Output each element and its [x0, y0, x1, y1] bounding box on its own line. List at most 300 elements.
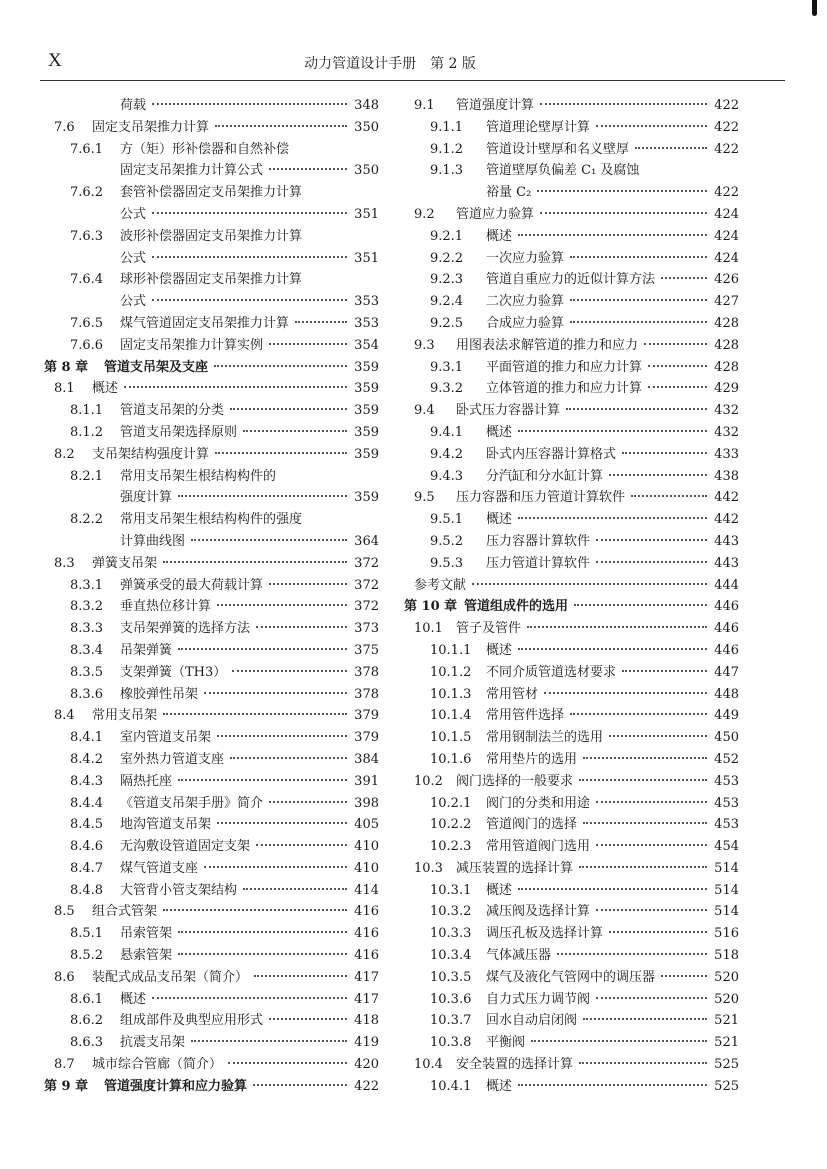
toc-entry[interactable] [404, 792, 739, 814]
section-title: 压力管道计算软件 [486, 555, 591, 571]
toc-entry-continuation[interactable] [44, 159, 379, 181]
toc-right-column [404, 94, 739, 1097]
toc-entry[interactable] [404, 726, 739, 748]
section-number: 10.2 [414, 773, 443, 789]
section-number: 9.2.1 [430, 228, 464, 244]
toc-entry[interactable] [44, 900, 379, 922]
section-title: 室内管道支吊架 [120, 730, 212, 746]
toc-entry[interactable] [44, 116, 379, 138]
section-number: 9.2.5 [430, 315, 464, 331]
section-number: 8.4.7 [70, 860, 104, 876]
section-title: 《管道支吊架手册》简介 [120, 795, 264, 811]
toc-entry[interactable] [404, 1009, 739, 1031]
page-ref: 391 [354, 773, 379, 789]
page-ref: 427 [714, 294, 739, 310]
section-title: 支吊架弹簧的选择方法 [120, 621, 251, 637]
dot-leader [540, 103, 707, 105]
toc-entry[interactable] [44, 508, 379, 530]
section-number: 7.6.1 [70, 141, 104, 157]
section-number: 9.3.1 [430, 359, 464, 375]
dot-leader [635, 147, 707, 149]
section-title: 管道应力验算 [456, 206, 535, 222]
page-ref: 398 [354, 795, 379, 811]
dot-leader [215, 125, 347, 127]
section-number: 9.5.2 [430, 533, 464, 549]
toc-entry[interactable] [44, 988, 379, 1010]
section-number: 9.4 [414, 403, 435, 419]
section-number: 8.3.1 [70, 577, 104, 593]
dot-leader [596, 561, 707, 563]
page-ref: 359 [354, 403, 379, 419]
toc-entry[interactable] [44, 595, 379, 617]
section-title: 一次应力验算 [486, 250, 565, 266]
page-ref: 350 [354, 163, 379, 179]
toc-entry[interactable] [404, 312, 739, 334]
section-title: 计算曲线图 [120, 533, 186, 549]
section-title: 隔热托座 [120, 773, 173, 789]
section-number: 8.4.3 [70, 773, 104, 789]
toc-entry[interactable] [404, 443, 739, 465]
page-ref: 424 [714, 206, 739, 222]
dot-leader [583, 822, 707, 824]
section-title: 调压孔板及选择计算 [486, 926, 604, 942]
toc-entry[interactable] [44, 639, 379, 661]
section-number: 8.4 [54, 708, 75, 724]
page-ref: 426 [714, 272, 739, 288]
dot-leader [596, 125, 707, 127]
toc-entry[interactable] [404, 1053, 739, 1075]
section-number: 10.1.1 [430, 642, 472, 658]
toc-entry[interactable] [44, 683, 379, 705]
toc-entry[interactable] [44, 268, 379, 290]
toc-entry[interactable] [404, 988, 739, 1010]
page-ref: 372 [354, 577, 379, 593]
toc-entry[interactable] [404, 116, 739, 138]
section-number: 10.2.1 [430, 795, 472, 811]
page-ref: 416 [354, 926, 379, 942]
section-title: 用图表法求解管道的推力和应力 [456, 337, 639, 353]
page-ref: 420 [354, 1057, 379, 1073]
section-number: 9.4.1 [430, 424, 464, 440]
section-number: 8.2.1 [70, 468, 104, 484]
section-title: 常用管件选择 [486, 708, 565, 724]
dot-leader [254, 975, 347, 977]
toc-entry[interactable] [404, 268, 739, 290]
dot-leader [256, 844, 347, 846]
book-title: 动力管道设计手册 第 2 版 [304, 56, 476, 72]
section-title: 气体减压器 [486, 948, 552, 964]
toc-entry[interactable] [404, 486, 739, 508]
page-ref: 521 [714, 1035, 739, 1051]
toc-entry[interactable] [404, 356, 739, 378]
page-ref: 443 [714, 533, 739, 549]
page-ref: 520 [714, 969, 739, 985]
toc-entry[interactable] [44, 944, 379, 966]
dot-leader [472, 583, 707, 585]
toc-entry[interactable] [404, 813, 739, 835]
section-title: 弹簧承受的最大荷载计算 [120, 577, 264, 593]
section-title: 管道壁厚负偏差 C₁ 及腐蚀 [486, 163, 640, 179]
dot-leader [570, 713, 707, 715]
toc-entry[interactable] [44, 399, 379, 421]
dot-leader [228, 1062, 347, 1064]
toc-entry[interactable] [44, 377, 379, 399]
scan-artifact [812, 0, 817, 16]
toc-entry[interactable] [404, 683, 739, 705]
section-title: 吊索管架 [120, 926, 173, 942]
dot-leader [596, 801, 707, 803]
section-title: 管道支吊架选择原则 [120, 424, 238, 440]
page-ref: 452 [714, 751, 739, 767]
section-number: 8.3.2 [70, 599, 104, 615]
page-ref: 442 [714, 512, 739, 528]
toc-entry[interactable] [44, 465, 379, 487]
toc-entry-continuation[interactable] [44, 530, 379, 552]
toc-entry[interactable] [404, 857, 739, 879]
section-number: 10.3.8 [430, 1035, 472, 1051]
section-number: 8.3.3 [70, 621, 104, 637]
section-number: 10.3.5 [430, 969, 472, 985]
section-title: 悬索管架 [120, 948, 173, 964]
dot-leader [574, 604, 707, 606]
toc-chapter[interactable] [44, 1075, 379, 1097]
dot-leader [163, 561, 347, 563]
dot-leader [217, 735, 347, 737]
page-ref: 359 [354, 359, 379, 375]
toc-entry[interactable] [44, 312, 379, 334]
page-ref: 514 [714, 904, 739, 920]
section-title: 常用管材 [486, 686, 539, 702]
section-number: 9.4.3 [430, 468, 464, 484]
toc-entry[interactable] [44, 138, 379, 160]
toc-entry[interactable] [404, 1031, 739, 1053]
page-ref: 410 [354, 839, 379, 855]
section-number: 7.6.3 [70, 228, 104, 244]
dot-leader [253, 1084, 347, 1086]
section-title: 公式 [120, 206, 147, 222]
page-ref: 373 [354, 621, 379, 637]
toc-entry[interactable] [404, 944, 739, 966]
section-number: 8.5 [54, 904, 75, 920]
toc-entry[interactable] [404, 661, 739, 683]
section-number: 7.6.2 [70, 185, 104, 201]
page-ref: 454 [714, 839, 739, 855]
toc-entry[interactable] [404, 247, 739, 269]
page-ref: 414 [354, 882, 379, 898]
section-number: 8.3 [54, 555, 75, 571]
dot-leader [596, 997, 707, 999]
toc-entry[interactable] [44, 813, 379, 835]
toc-entry[interactable] [404, 377, 739, 399]
toc-entry[interactable] [404, 835, 739, 857]
section-number: 第 10 章 [404, 599, 458, 615]
toc-entry[interactable] [404, 225, 739, 247]
page-ref: 405 [354, 817, 379, 833]
section-title: 常用垫片的选用 [486, 751, 578, 767]
toc-entry[interactable] [404, 900, 739, 922]
dot-leader [152, 299, 347, 301]
section-number: 第 9 章 [44, 1078, 89, 1094]
dot-leader [518, 888, 707, 890]
section-number: 第 8 章 [44, 359, 89, 375]
toc-entry[interactable] [404, 530, 739, 552]
page-ref: 525 [714, 1078, 739, 1094]
page-ref: 446 [714, 621, 739, 637]
toc-entry-continuation[interactable] [44, 486, 379, 508]
section-title: 参考文献 [414, 577, 467, 593]
page-ref: 518 [714, 948, 739, 964]
section-title: 弹簧支吊架 [92, 555, 158, 571]
section-number: 9.2.4 [430, 294, 464, 310]
toc-entry[interactable] [44, 770, 379, 792]
toc-entry[interactable] [404, 203, 739, 225]
section-title: 分汽缸和分水缸计算 [486, 468, 604, 484]
page-number: X [48, 50, 62, 71]
toc-entry[interactable] [404, 508, 739, 530]
toc-entry[interactable] [404, 552, 739, 574]
dot-leader [204, 866, 347, 868]
page-ref: 447 [714, 664, 739, 680]
toc-entry[interactable] [44, 225, 379, 247]
page-ref: 378 [354, 664, 379, 680]
page-ref: 428 [714, 359, 739, 375]
section-number: 10.3 [414, 860, 443, 876]
dot-leader [622, 670, 707, 672]
toc-chapter[interactable] [44, 356, 379, 378]
section-title: 概述 [486, 424, 513, 440]
section-title: 常用钢制法兰的选用 [486, 730, 604, 746]
section-title: 强度计算 [120, 490, 173, 506]
section-title: 自力式压力调节阀 [486, 991, 591, 1007]
dot-leader [152, 256, 347, 258]
dot-leader [544, 692, 707, 694]
page-ref: 446 [714, 599, 739, 615]
toc-entry[interactable] [404, 748, 739, 770]
page-ref: 446 [714, 642, 739, 658]
toc-entry[interactable] [404, 770, 739, 792]
toc-entry[interactable] [44, 726, 379, 748]
dot-leader [269, 583, 347, 585]
section-title: 大管背小管支架结构 [120, 882, 238, 898]
dot-leader [661, 277, 707, 279]
section-number: 10.1 [414, 621, 443, 637]
page-ref: 348 [354, 98, 379, 113]
section-title: 压力容器计算软件 [486, 533, 591, 549]
toc-entry-continuation[interactable] [44, 247, 379, 269]
dot-leader [579, 866, 707, 868]
toc-entry[interactable] [404, 334, 739, 356]
dot-leader [609, 735, 707, 737]
dot-leader [557, 953, 707, 955]
dot-leader [269, 168, 347, 170]
toc-entry[interactable] [44, 617, 379, 639]
toc-entry[interactable] [404, 1075, 739, 1097]
toc-entry[interactable] [404, 159, 739, 181]
section-number: 10.1.6 [430, 751, 472, 767]
toc-entry[interactable] [404, 138, 739, 160]
toc-entry[interactable] [404, 966, 739, 988]
dot-leader [570, 299, 707, 301]
section-title: 管道支吊架的分类 [120, 403, 225, 419]
page-ref: 378 [354, 686, 379, 702]
toc-entry[interactable] [44, 181, 379, 203]
toc-entry[interactable] [404, 617, 739, 639]
dot-leader [622, 452, 707, 454]
toc-entry[interactable] [44, 552, 379, 574]
page-ref: 424 [714, 228, 739, 244]
toc-entry[interactable] [44, 966, 379, 988]
toc-entry[interactable] [404, 574, 739, 596]
dot-leader [518, 234, 707, 236]
page-ref: 359 [354, 490, 379, 506]
dot-leader [256, 626, 347, 628]
toc-entry[interactable] [404, 639, 739, 661]
toc-entry[interactable] [404, 94, 739, 116]
section-title: 减压阀及选择计算 [486, 904, 591, 920]
section-title: 立体管道的推力和应力计算 [486, 381, 643, 397]
page-ref: 521 [714, 1013, 739, 1029]
dot-leader [152, 103, 347, 105]
toc-entry[interactable] [44, 835, 379, 857]
toc-entry[interactable] [44, 421, 379, 443]
toc-entry[interactable] [44, 922, 379, 944]
toc-entry-continuation[interactable] [44, 203, 379, 225]
page-ref: 520 [714, 991, 739, 1007]
page-ref: 419 [354, 1035, 379, 1051]
section-number: 8.5.2 [70, 948, 104, 964]
page-ref: 428 [714, 337, 739, 353]
toc-chapter[interactable] [404, 595, 739, 617]
section-number: 8.4.8 [70, 882, 104, 898]
page-ref: 422 [714, 185, 739, 201]
dot-leader [178, 953, 347, 955]
page-ref: 354 [354, 337, 379, 353]
section-title: 煤气管道支座 [120, 860, 199, 876]
page-ref: 514 [714, 860, 739, 876]
section-title: 平面管道的推力和应力计算 [486, 359, 643, 375]
toc-entry[interactable] [404, 879, 739, 901]
section-title: 概述 [486, 512, 513, 528]
section-number: 8.7 [54, 1057, 75, 1073]
toc-entry[interactable] [44, 704, 379, 726]
dot-leader [230, 408, 347, 410]
section-number: 8.4.6 [70, 839, 104, 855]
header-rule [40, 80, 785, 81]
section-number: 9.4.2 [430, 446, 464, 462]
section-title: 管道支吊架及支座 [104, 359, 209, 375]
toc-entry-continuation[interactable] [44, 94, 379, 116]
section-title: 常用支吊架 [92, 708, 158, 724]
toc-entry[interactable] [44, 1053, 379, 1075]
page-ref: 416 [354, 948, 379, 964]
section-title: 阀门的分类和用途 [486, 795, 591, 811]
page-ref: 448 [714, 686, 739, 702]
page-ref: 417 [354, 969, 379, 985]
section-title: 管道阀门的选择 [486, 817, 578, 833]
page-ref: 514 [714, 882, 739, 898]
toc-entry[interactable] [44, 443, 379, 465]
toc-entry[interactable] [404, 465, 739, 487]
section-number: 8.6 [54, 969, 75, 985]
section-number: 9.5 [414, 490, 435, 506]
page-ref: 353 [354, 315, 379, 331]
section-number: 9.1.2 [430, 141, 464, 157]
toc-entry[interactable] [404, 290, 739, 312]
page-ref: 424 [714, 250, 739, 266]
section-title: 城市综合管廊（简介） [92, 1057, 223, 1073]
dot-leader [518, 430, 707, 432]
section-number: 10.4 [414, 1057, 443, 1073]
dot-leader [631, 495, 707, 497]
page-ref: 432 [714, 424, 739, 440]
toc-entry[interactable] [404, 421, 739, 443]
section-number: 8.4.2 [70, 751, 104, 767]
section-number: 8.6.3 [70, 1035, 104, 1051]
section-title: 煤气管道固定支吊架推力计算 [120, 315, 290, 331]
section-number: 8.1.1 [70, 403, 104, 419]
page-ref: 443 [714, 555, 739, 571]
toc-entry-continuation[interactable] [44, 290, 379, 312]
section-number: 8.1.2 [70, 424, 104, 440]
dot-leader [537, 190, 707, 192]
dot-leader [527, 626, 707, 628]
dot-leader [518, 1084, 707, 1086]
page-ref: 359 [354, 446, 379, 462]
section-title: 管道理论壁厚计算 [486, 119, 591, 135]
toc-entry[interactable] [44, 792, 379, 814]
dot-leader [661, 975, 707, 977]
page-ref: 429 [714, 381, 739, 397]
section-title: 裕量 C₂ [486, 185, 532, 201]
toc-entry[interactable] [44, 661, 379, 683]
section-title: 固定支吊架推力计算 [92, 119, 210, 135]
section-title: 压力容器和压力管道计算软件 [456, 490, 626, 506]
toc-entry[interactable] [44, 574, 379, 596]
section-title: 波形补偿器固定支吊架推力计算 [120, 228, 303, 244]
toc-entry[interactable] [44, 334, 379, 356]
section-number: 10.3.6 [430, 991, 472, 1007]
toc-entry-continuation[interactable] [404, 181, 739, 203]
toc-entry[interactable] [44, 879, 379, 901]
dot-leader [243, 430, 347, 432]
dot-leader [178, 648, 347, 650]
section-number: 10.3.3 [430, 926, 472, 942]
dot-leader [217, 604, 347, 606]
toc-entry[interactable] [44, 1009, 379, 1031]
dot-leader [217, 822, 347, 824]
toc-entry[interactable] [44, 748, 379, 770]
toc-entry[interactable] [44, 857, 379, 879]
section-title: 荷载 [120, 98, 147, 113]
section-number: 8.4.4 [70, 795, 104, 811]
toc-entry[interactable] [404, 704, 739, 726]
dot-leader [570, 321, 707, 323]
page-ref: 410 [354, 860, 379, 876]
dot-leader [230, 757, 347, 759]
dot-leader [596, 909, 707, 911]
section-title: 地沟管道支吊架 [120, 817, 212, 833]
dot-leader [570, 256, 707, 258]
toc-entry[interactable] [44, 1031, 379, 1053]
section-title: 常用管道阀门选用 [486, 839, 591, 855]
dot-leader [648, 365, 707, 367]
dot-leader [609, 474, 707, 476]
toc-entry[interactable] [404, 922, 739, 944]
toc-entry[interactable] [404, 399, 739, 421]
section-number: 10.1.3 [430, 686, 472, 702]
page-ref: 416 [354, 904, 379, 920]
section-title: 合成应力验算 [486, 315, 565, 331]
